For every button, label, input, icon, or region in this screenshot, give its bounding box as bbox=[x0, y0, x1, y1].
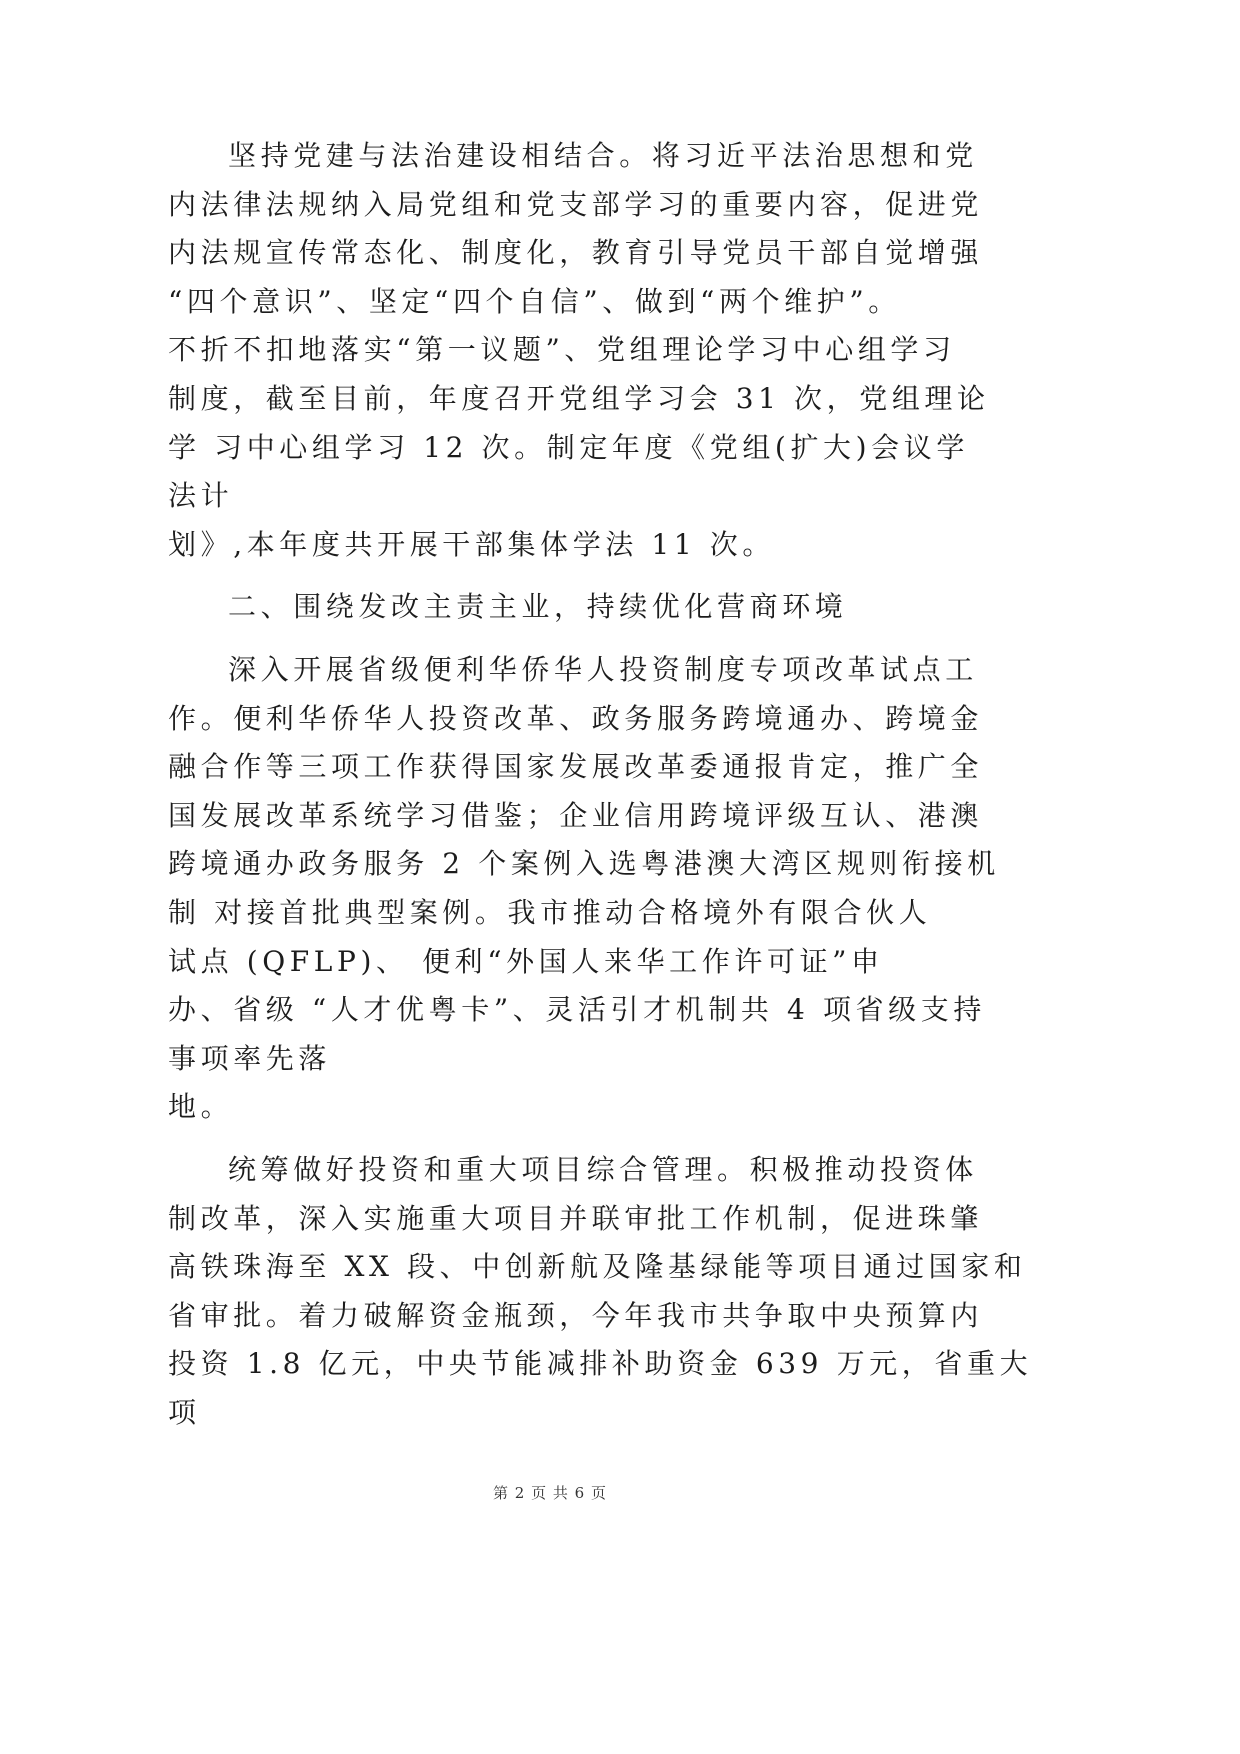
paragraph-line: 不折不扣地落实“第一议题”、党组理论学习中心组学习 bbox=[168, 333, 956, 366]
paragraph-line: 坚持党建与法治建设相结合。将习近平法治思想和党 bbox=[228, 139, 978, 172]
paragraph-line: 省审批。着力破解资金瓶颈，今年我市共争取中央预算内 bbox=[168, 1299, 984, 1332]
paragraph-line: 制改革，深入实施重大项目并联审批工作机制，促进珠肇 bbox=[168, 1202, 984, 1235]
paragraph-line: 跨境通办政务服务 2 个案例入选粤港澳大湾区规则衔接机 bbox=[168, 847, 1000, 880]
paragraph-line: 融合作等三项工作获得国家发展改革委通报肯定，推广全 bbox=[168, 750, 984, 783]
paragraph-line: 事项率先落 bbox=[168, 1042, 332, 1075]
paragraph-line: 投资 1.8 亿元，中央节能减排补助资金 639 万元，省重大 bbox=[168, 1347, 1033, 1380]
paragraph-line: 地。 bbox=[168, 1090, 234, 1123]
paragraph-line: 统筹做好投资和重大项目综合管理。积极推动投资体 bbox=[228, 1153, 978, 1186]
paragraph-line: 制度，截至目前，年度召开党组学习会 31 次，党组理论 bbox=[168, 382, 990, 415]
paragraph-line: 高铁珠海至 XX 段、中创新航及隆基绿能等项目通过国家和 bbox=[168, 1250, 1027, 1283]
paragraph-line: 法计 bbox=[168, 479, 234, 512]
paragraph-line: 深入开展省级便利华侨华人投资制度专项改革试点工 bbox=[228, 653, 978, 686]
paragraph-line: 办、省级 “人才优粤卡”、灵活引才机制共 4 项省级支持 bbox=[168, 993, 986, 1026]
page-number-footer: 第 2 页 共 6 页 bbox=[493, 1484, 607, 1502]
paragraph-line: 学 习中心组学习 12 次。制定年度《党组(扩大)会议学 bbox=[168, 431, 969, 464]
paragraph-line: 作。便利华侨华人投资改革、政务服务跨境通办、跨境金 bbox=[168, 702, 984, 735]
paragraph-line: 试点 (QFLP)、 便利“外国人来华工作许可证”申 bbox=[168, 945, 884, 978]
paragraph-line: 项 bbox=[168, 1396, 201, 1429]
paragraph-line: 内法律法规纳入局党组和党支部学习的重要内容，促进党 bbox=[168, 188, 984, 221]
section-heading: 二、围绕发改主责主业，持续优化营商环境 bbox=[228, 590, 848, 623]
paragraph-line: 划》,本年度共开展干部集体学法 11 次。 bbox=[168, 528, 775, 561]
paragraph-line: 内法规宣传常态化、制度化，教育引导党员干部自觉增强 bbox=[168, 236, 984, 269]
paragraph-line: 制 对接首批典型案例。我市推动合格境外有限合伙人 bbox=[168, 896, 932, 929]
paragraph-line: 国发展改革系统学习借鉴；企业信用跨境评级互认、港澳 bbox=[168, 799, 984, 832]
paragraph-line: “四个意识”、坚定“四个自信”、做到“两个维护”。 bbox=[168, 285, 901, 318]
